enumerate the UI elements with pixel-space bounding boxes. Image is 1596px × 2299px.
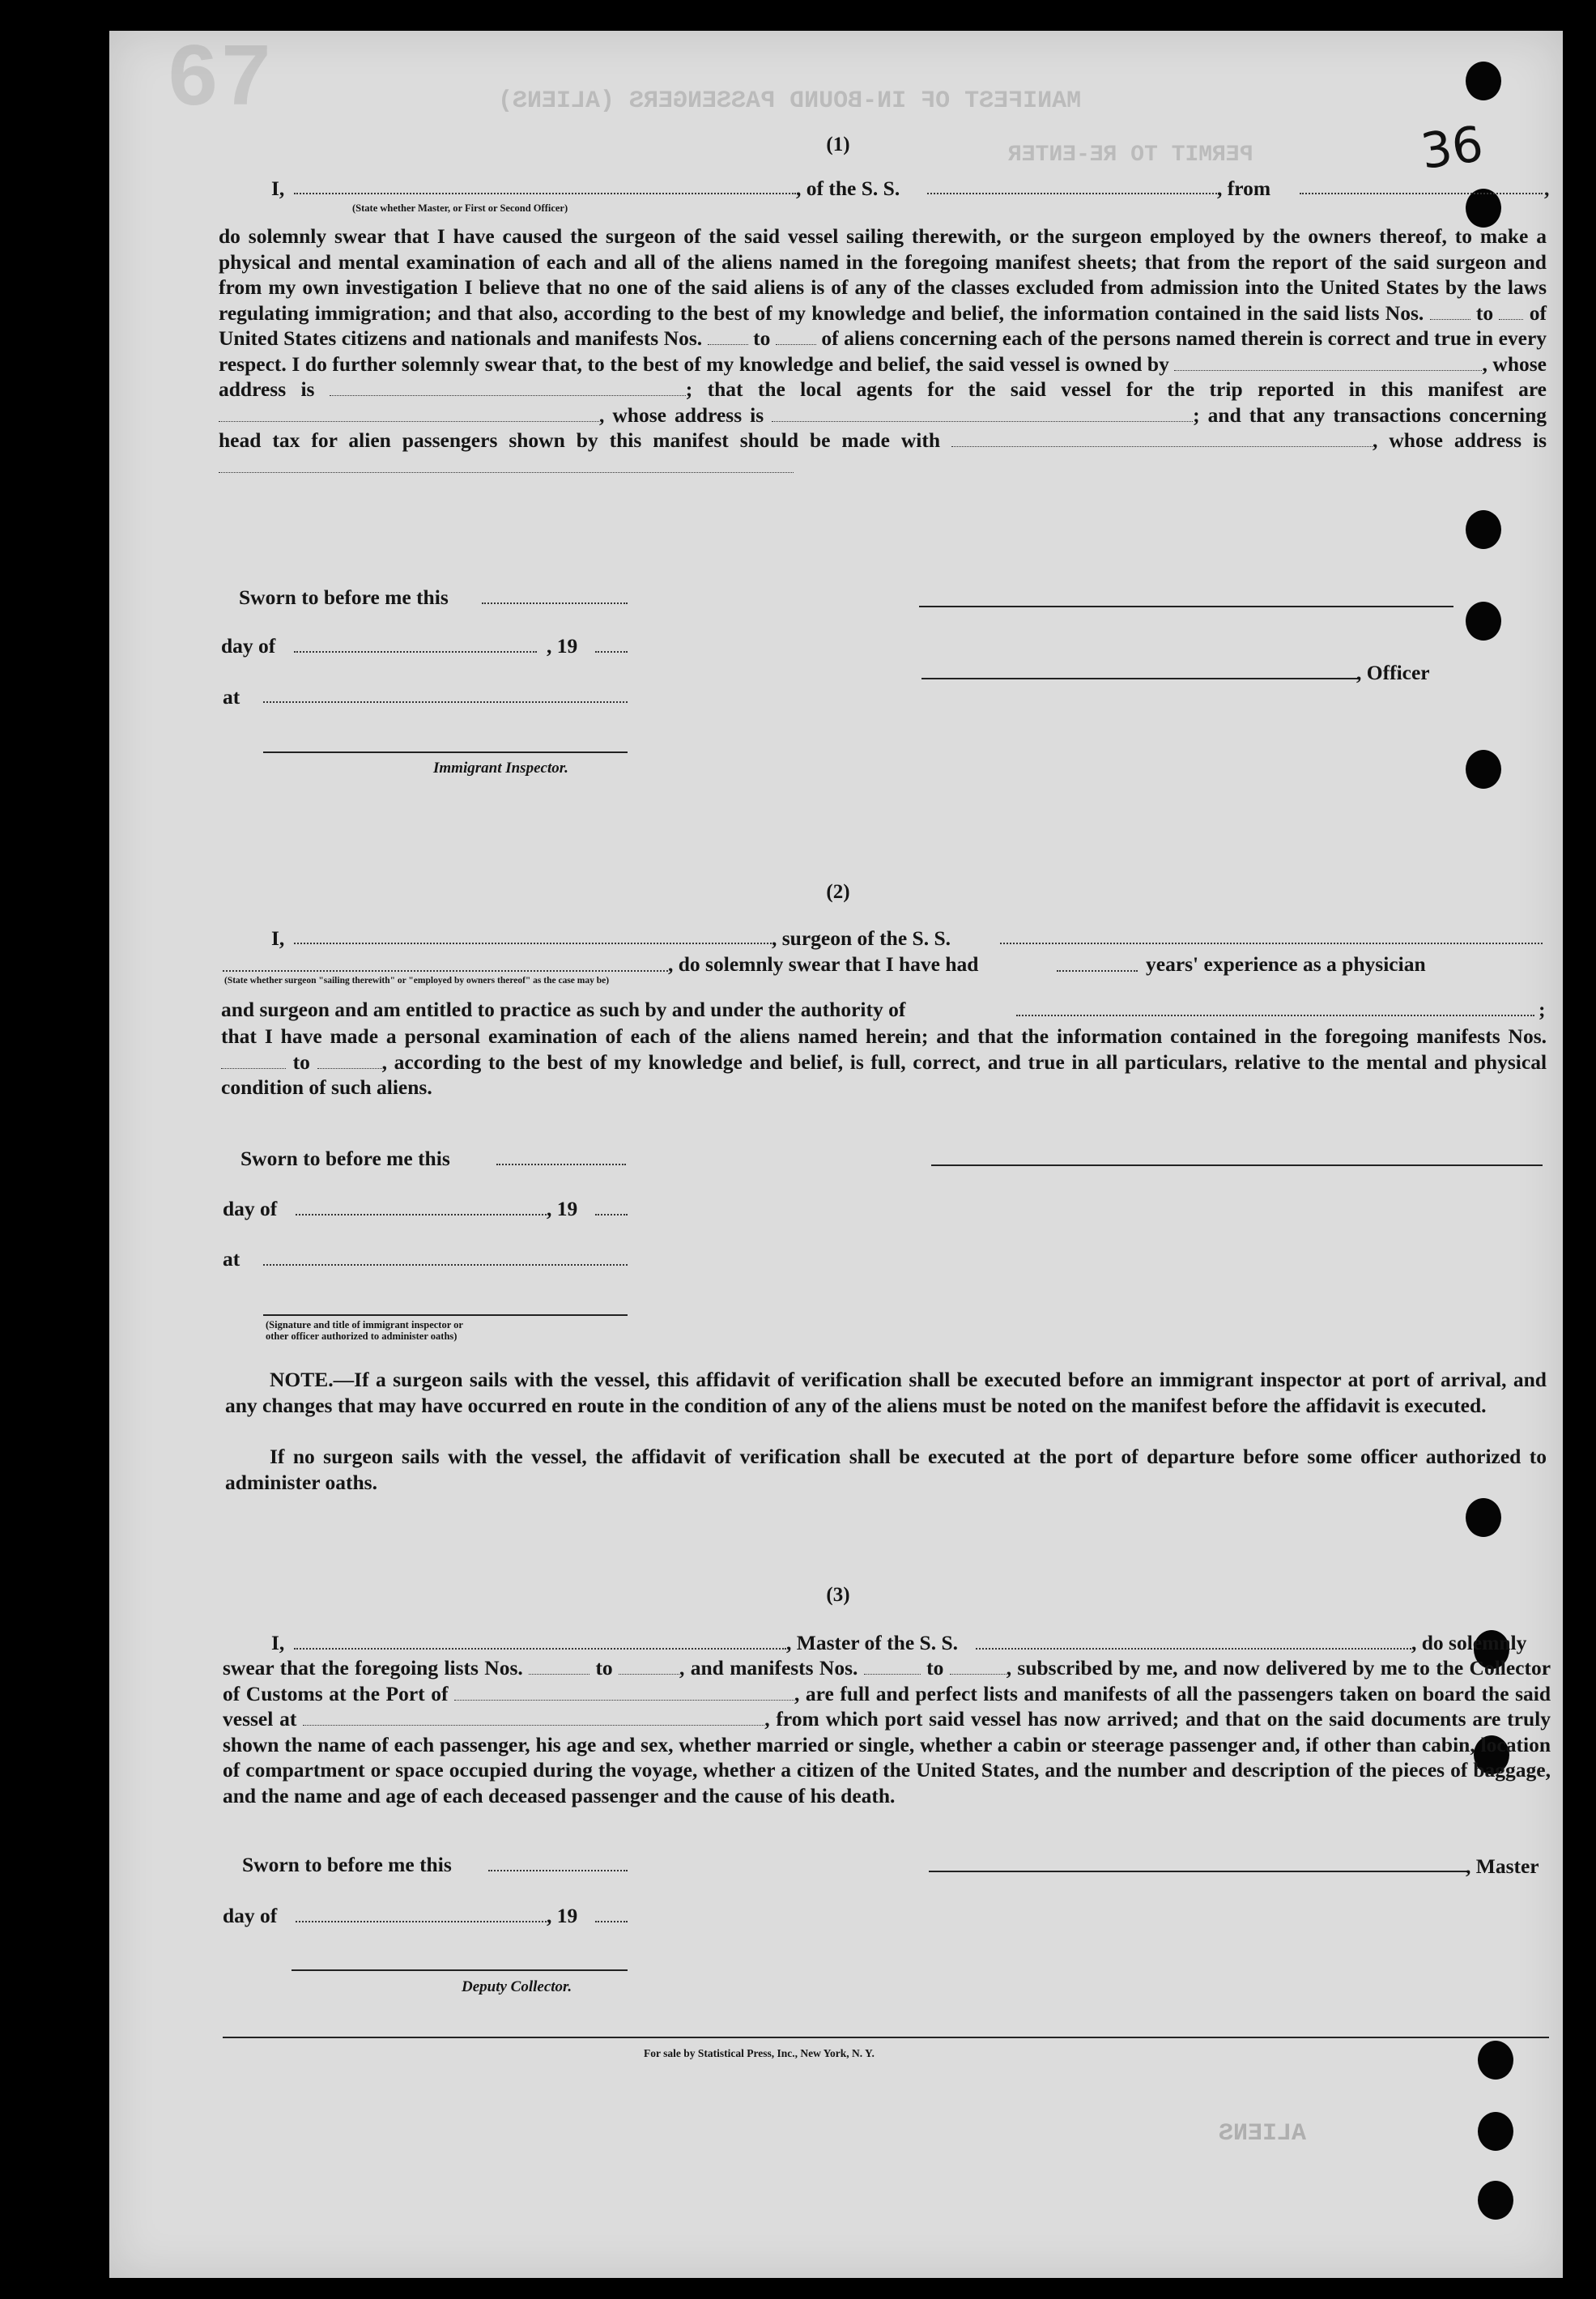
note-paragraph-2: If no surgeon sails with the vessel, the affidavit of verification shall be executed at the port of departure before some officer authorized to administer oaths. bbox=[225, 1445, 1547, 1494]
to-label: to bbox=[1475, 300, 1494, 325]
officer-title-line bbox=[921, 678, 1359, 679]
punch-hole bbox=[1478, 2112, 1513, 2151]
bleed-through-text: MANIFEST OF IN-BOUND PASSENGERS (ALIENS) bbox=[498, 87, 1082, 115]
manifests-from-blank bbox=[864, 1674, 921, 1675]
master-ship-blank bbox=[976, 1648, 1411, 1650]
deputy-signature-line bbox=[292, 1969, 628, 1971]
exam-text: that I have made a personal examination of each of the aliens named herein; and that the information contained in the bbox=[221, 1024, 1317, 1048]
solemnly-label: , do solemnly bbox=[1411, 1631, 1527, 1654]
punct: ; bbox=[685, 377, 693, 401]
list-no-from-blank bbox=[1430, 319, 1470, 320]
manifests-text: of United States citizens and nationals and manifests Nos. bbox=[219, 300, 1547, 350]
punch-hole bbox=[1478, 2041, 1513, 2080]
note-paragraph bbox=[225, 1367, 1547, 1418]
punct: , bbox=[599, 402, 605, 427]
whose-address-label: , whose address is bbox=[219, 351, 1547, 401]
comma: , bbox=[1544, 177, 1550, 200]
punch-hole bbox=[1466, 750, 1501, 789]
ship-name-blank bbox=[927, 193, 1217, 194]
sworn-label-2: Sworn to before me this bbox=[240, 1147, 450, 1170]
surgeon-signature-line bbox=[931, 1164, 1543, 1166]
head-tax-address-label: , whose address is bbox=[1373, 428, 1547, 452]
delivered-text: delivered by me to the Collector of Customs at the Port of bbox=[223, 1656, 1551, 1705]
port-blank bbox=[454, 1700, 794, 1701]
surgeon-of-label: , surgeon of the S. S. bbox=[772, 926, 951, 950]
foregoing-manifests-label: foregoing manifests Nos. bbox=[1325, 1024, 1547, 1048]
section-number-3: (3) bbox=[826, 1584, 850, 1606]
sworn-label-1: Sworn to before me this bbox=[239, 585, 449, 609]
to-label: to bbox=[595, 1656, 613, 1680]
sworn-day-blank-3 bbox=[488, 1870, 628, 1871]
agents-text: that the local agents for the said vessel for the trip reported in this manifest are bbox=[707, 377, 1547, 401]
footer-imprint: For sale by Statistical Press, Inc., New York, N. Y. bbox=[644, 2047, 875, 2059]
month-blank-2 bbox=[296, 1214, 547, 1215]
from-which-text: , from which bbox=[764, 1707, 879, 1731]
head-tax-text: ; and that any transactions concerning head tax for alien passengers shown by this manifest should be made with bbox=[219, 402, 1547, 452]
list-no-to-blank bbox=[1499, 319, 1523, 320]
surgeon-pronoun: I, bbox=[271, 926, 285, 950]
master-oath-rest: port said vessel has now arrived; and that on the said documents are truly shown the name of each passenger, his age and sex, whether married or single, whether a cabin or steerage passenger and, if other than cabin, location of compartment or space occupied during the voyage, whether a citizen of the United States, and the number and description of the pieces of baggage, and the name and age of each deceased passenger and the cause of his death. bbox=[223, 1707, 1551, 1807]
manifest-no-to-blank bbox=[776, 344, 816, 345]
day-of-label-2: day of bbox=[223, 1197, 278, 1220]
year-label-3: , 19 bbox=[547, 1904, 578, 1927]
note-label: NOTE. bbox=[270, 1368, 334, 1391]
master-signature-line bbox=[929, 1871, 1470, 1872]
year-label-2: , 19 bbox=[547, 1197, 578, 1220]
bleed-through-stamp: ALIENS bbox=[1219, 2120, 1307, 2148]
oath-paragraph-text: do solemnly swear that I have caused the surgeon of the said vessel sailing therewith, or the surgeon employed by the owners thereof, to make a physical and mental examination of each and all of the aliens named in the foregoing manifest sheets; that from the report of the said surgeon and from my own investigation I believe that no one of the said aliens is of any of the classes excluded from admission into the United States by the laws regulating immigration; and that also, according to the best of my knowledge and belief, the information contained in the said lists Nos. bbox=[219, 224, 1547, 325]
signature-note-2: other officer authorized to administer oaths) bbox=[266, 1330, 458, 1342]
bleed-through-mark: 67 bbox=[166, 31, 274, 132]
sworn-day-blank-1 bbox=[482, 602, 628, 604]
officer-signature-line bbox=[919, 606, 1453, 607]
manifest-no-from-blank bbox=[708, 344, 748, 345]
owned-by-text: of aliens concerning each of the persons named therein is correct and true in every respect. I do further solemnly swear that, to the best of my knowledge and belief, the said vessel is owned by bbox=[219, 326, 1547, 376]
lists-to-blank bbox=[619, 1674, 679, 1675]
place-blank-1 bbox=[263, 701, 628, 703]
sworn-label-3: Sworn to before me this bbox=[242, 1853, 452, 1876]
and-manifests-text: , and manifests Nos. bbox=[679, 1656, 858, 1680]
signature-note-1: (Signature and title of immigrant inspector or bbox=[266, 1319, 463, 1330]
month-blank-3 bbox=[296, 1921, 547, 1922]
year-label-1: , 19 bbox=[547, 634, 578, 658]
inspector-signature-line-2 bbox=[263, 1314, 628, 1316]
inspector-signature-line bbox=[263, 751, 628, 753]
master-label: , Master of the S. S. bbox=[786, 1631, 959, 1654]
day-of-label-3: day of bbox=[223, 1904, 278, 1927]
full-correct-text: , according to the best of my knowledge and belief, is full, correct, and true in bbox=[381, 1049, 1089, 1074]
master-name-blank bbox=[294, 1648, 786, 1650]
particulars-text: all particulars, relative to the mental and physical condition of such aliens. bbox=[221, 1049, 1547, 1099]
oath-pronoun: I, bbox=[271, 177, 285, 200]
from-label: , from bbox=[1217, 177, 1271, 200]
agents-address-label: whose address is bbox=[612, 402, 764, 427]
manifests-to-blank bbox=[950, 1674, 1007, 1675]
agents-address-blank bbox=[772, 421, 1193, 422]
manifest-from-blank bbox=[221, 1068, 286, 1069]
surgeon-name-blank bbox=[294, 943, 772, 944]
footer-divider bbox=[223, 2037, 1549, 2038]
authority-label: and surgeon and am entitled to practice as such by and under the authority of bbox=[221, 998, 906, 1021]
note-text: —If a surgeon sails with the vessel, this affidavit of verification shall be executed before an immigrant inspector at port of arrival, and any changes that may have occurred en route in the condition of any of the aliens must be noted on the manifest before the affidavit is executed. bbox=[225, 1368, 1547, 1417]
sworn-day-blank-2 bbox=[496, 1164, 626, 1165]
authority-blank bbox=[1016, 1015, 1534, 1016]
punch-hole bbox=[1466, 189, 1501, 228]
officer-name-blank bbox=[294, 193, 796, 194]
full-perfect-text: , are full and perfect lists and bbox=[794, 1681, 1058, 1705]
oath-paragraph bbox=[219, 224, 1547, 479]
surgeon-status-note: (State whether surgeon "sailing therewith" or "employed by owners thereof" as the case may be) bbox=[224, 976, 610, 986]
head-tax-address-blank bbox=[219, 472, 794, 473]
to-label: to bbox=[292, 1049, 310, 1074]
agents-blank bbox=[219, 421, 599, 422]
document-page bbox=[109, 31, 1563, 2278]
master-signature-label: , Master bbox=[1466, 1854, 1539, 1878]
punch-hole bbox=[1466, 62, 1501, 100]
owner-address-blank bbox=[330, 395, 686, 396]
punch-hole bbox=[1478, 2181, 1513, 2220]
handwritten-page-number: 36 bbox=[1417, 116, 1487, 181]
punch-hole bbox=[1466, 1498, 1501, 1537]
exam-paragraph bbox=[221, 1024, 1547, 1101]
day-of-label-1: day of bbox=[221, 634, 276, 658]
at-label-1: at bbox=[223, 685, 240, 709]
master-oath-paragraph bbox=[223, 1655, 1551, 1808]
place-blank-2 bbox=[263, 1264, 628, 1266]
section-number-2: (2) bbox=[826, 881, 850, 903]
embark-port-blank bbox=[303, 1725, 764, 1726]
head-tax-party-blank bbox=[951, 446, 1373, 447]
years-blank bbox=[1057, 970, 1138, 972]
bleed-through-text-2: PERMIT TO RE-ENTER bbox=[1008, 143, 1253, 168]
to-label-2: to bbox=[926, 1656, 944, 1680]
officer-note: (State whether Master, or First or Second Officer) bbox=[352, 202, 568, 214]
port-from-blank bbox=[1300, 193, 1543, 194]
year-blank-1 bbox=[595, 651, 628, 653]
deputy-label: Deputy Collector. bbox=[462, 1978, 572, 1995]
master-pronoun: I, bbox=[271, 1631, 285, 1654]
year-blank-3 bbox=[595, 1921, 628, 1922]
surgeon-ship-blank bbox=[1000, 943, 1543, 944]
swear-lists-text: swear that the foregoing lists Nos. bbox=[223, 1656, 523, 1680]
at-label-2: at bbox=[223, 1247, 240, 1271]
experience-label: years' experience as a physician bbox=[1146, 952, 1426, 976]
surgeon-status-blank bbox=[223, 970, 668, 972]
subscribed-text: , subscribed by me, and now bbox=[1006, 1656, 1260, 1680]
month-blank-1 bbox=[294, 651, 537, 653]
swear-label: , do solemnly swear that I have had bbox=[668, 952, 979, 976]
manifests-all-text: manifests of all the passengers taken on board the said vessel at bbox=[223, 1681, 1551, 1731]
punch-hole bbox=[1466, 602, 1501, 641]
punch-hole bbox=[1466, 510, 1501, 549]
to-label-2: to bbox=[753, 326, 771, 350]
lists-from-blank bbox=[529, 1674, 589, 1675]
owner-blank bbox=[1174, 370, 1482, 371]
manifest-to-blank bbox=[317, 1068, 382, 1069]
officer-label: , Officer bbox=[1356, 661, 1430, 684]
year-blank-2 bbox=[595, 1214, 628, 1215]
section-number-1: (1) bbox=[826, 134, 850, 155]
ship-label: , of the S. S. bbox=[796, 177, 900, 200]
inspector-label: Immigrant Inspector. bbox=[433, 760, 568, 777]
punct: ; bbox=[1539, 998, 1546, 1021]
